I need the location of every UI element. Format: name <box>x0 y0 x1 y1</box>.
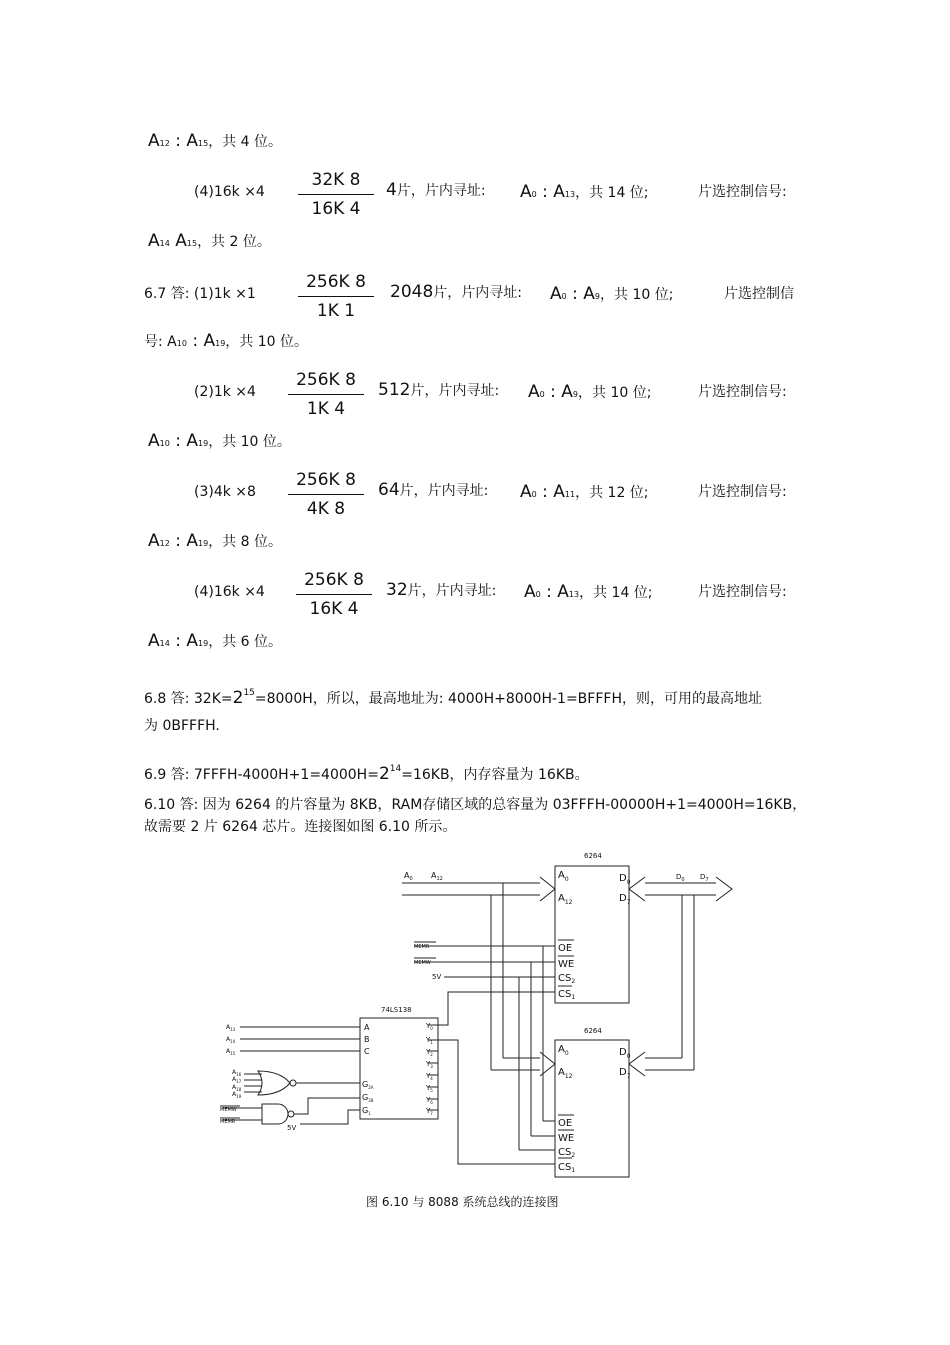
pin-oe-upper: OE <box>558 943 573 954</box>
pin-cs1-lower: $CS_1$ <box>558 1162 576 1174</box>
result-text: 512片，片内寻址: <box>378 380 500 400</box>
pin-d7-upper: $D_7$ <box>619 893 631 906</box>
dec-in-g2b: $G_{2B}$ <box>362 1093 374 1103</box>
fraction: $\frac{256K 8}{4K 8}$ <box>288 470 364 519</box>
fraction: $\frac{256K 8}{16K 4}$ <box>296 570 372 619</box>
memw-gate-label: MEMW <box>220 1107 237 1113</box>
vcc-label-lower: 5V <box>287 1124 297 1132</box>
bus-d0: $D_0$ <box>676 873 685 883</box>
text-line-a12-a19: A12 : A19，共 8 位。 <box>148 531 282 551</box>
question-6-8-line2: 为 0BFFFH. <box>144 718 220 734</box>
question-6-7-label: 6.7 答: (1)1k ×1 <box>144 286 256 302</box>
chip-select-label: 片选控制信号: <box>698 584 787 600</box>
memr-label: MEMR <box>414 944 430 950</box>
dec-out-y5: $Y_5$ <box>426 1084 433 1093</box>
result-text: 4片，片内寻址: <box>386 180 486 200</box>
pin-d0-upper: $D_0$ <box>619 873 631 886</box>
chip-lower-title: 6264 <box>584 1027 602 1035</box>
pin-d0-lower: $D_0$ <box>619 1047 631 1060</box>
question-6-10-line1: 6.10 答: 因为 6264 的片容量为 8KB，RAM存储区域的总容量为 03FFFH-00000H+1=4000H=16KB， <box>144 797 807 813</box>
addr-range: A0 : A13，共 14 位; <box>520 182 649 202</box>
pin-cs1-upper: $CS_1$ <box>558 989 576 1001</box>
text-line-a12-a15: A12 : A15，共 4 位。 <box>148 131 282 151</box>
dec-out-y3: $Y_3$ <box>426 1060 433 1069</box>
memr-gate-label: MEMR <box>220 1119 236 1125</box>
fraction: $\frac{256K 8}{1K 1}$ <box>298 272 374 321</box>
item-label: (3)4k ×8 <box>194 484 256 500</box>
question-6-10-line2: 故需要 2 片 6264 芯片。连接图如图 6.10 所示。 <box>144 819 457 835</box>
pin-we-upper: WE <box>558 959 575 970</box>
result-text: 32片，片内寻址: <box>386 580 497 600</box>
pin-cs2-upper: $CS_2$ <box>558 973 576 985</box>
pin-cs2-lower: $CS_2$ <box>558 1147 576 1159</box>
pin-a0-upper: $A_0$ <box>558 870 569 883</box>
pin-a0-lower: $A_0$ <box>558 1044 569 1057</box>
addr-range: A0 : A9，共 10 位; <box>550 284 674 304</box>
item-label: (4)16k ×4 <box>194 184 265 200</box>
addr-a18: $A_{18}$ <box>232 1084 242 1092</box>
bus-d7: $D_7$ <box>700 873 709 883</box>
dec-out-y7: $Y_7$ <box>426 1107 433 1116</box>
addr-a17: $A_{17}$ <box>232 1076 242 1084</box>
dec-out-y1: $Y_1$ <box>426 1036 433 1045</box>
pin-d7-lower: $D_7$ <box>619 1067 631 1080</box>
dec-in-b: B <box>364 1035 370 1044</box>
addr-a14: $A_{14}$ <box>226 1036 236 1044</box>
question-6-9: 6.9 答: $7FFFH-4000H+1=4000H=2^{14}=16KB$，内存容量为 16KB。 <box>144 764 589 784</box>
bus-a0: $A_0$ <box>404 871 413 882</box>
figure-caption: 图 6.10 与 8088 系统总线的连接图 <box>366 1195 559 1209</box>
text-line-a14-a19: A14 : A19，共 6 位。 <box>148 631 282 651</box>
result-text: 64片，片内寻址: <box>378 480 489 500</box>
chip-upper-title: 6264 <box>584 852 602 860</box>
dec-out-y2: $Y_2$ <box>426 1048 433 1057</box>
text-line-a10-a19: A10 : A19，共 10 位。 <box>148 431 291 451</box>
dec-in-c: C <box>364 1047 370 1056</box>
addr-a19: $A_{19}$ <box>232 1091 242 1099</box>
memw-label: MEMW <box>414 960 431 966</box>
bus-a12: $A_{12}$ <box>431 871 443 882</box>
dec-in-g2a: $G_{2A}$ <box>362 1080 374 1090</box>
addr-a16: $A_{16}$ <box>232 1069 242 1077</box>
chip-select-label: 片选控制信 <box>724 286 794 302</box>
and-gate-shape <box>262 1104 288 1124</box>
or-gate-shape <box>258 1071 290 1095</box>
decoder-title: 74LS138 <box>381 1006 412 1014</box>
dec-out-y4: $Y_4$ <box>426 1072 433 1081</box>
chip-select-label: 片选控制信号: <box>698 184 787 200</box>
pin-we-lower: WE <box>558 1133 575 1144</box>
pin-oe-lower: OE <box>558 1118 573 1129</box>
addr-a13: $A_{13}$ <box>226 1024 236 1032</box>
chip-select-label: 片选控制信号: <box>698 484 787 500</box>
vcc-label-upper: 5V <box>432 973 442 981</box>
result-text: 2048片，片内寻址: <box>390 282 522 302</box>
chip-select-label: 片选控制信号: <box>698 384 787 400</box>
dec-in-g1: $G_1$ <box>362 1106 371 1116</box>
addr-range: A0 : A13，共 14 位; <box>524 582 653 602</box>
fraction: $\frac{256K 8}{1K 4}$ <box>288 370 364 419</box>
fraction: $\frac{32K 8}{16K 4}$ <box>298 170 374 219</box>
item-label: (2)1k ×4 <box>194 384 256 400</box>
pin-a12-upper: $A_{12}$ <box>558 893 573 906</box>
dec-in-a: A <box>364 1023 370 1032</box>
addr-range: A0 : A9，共 10 位; <box>528 382 652 402</box>
dec-out-y0: $Y_0$ <box>426 1022 433 1031</box>
addr-a15: $A_{15}$ <box>226 1048 236 1056</box>
addr-range: A0 : A11，共 12 位; <box>520 482 649 502</box>
pin-a12-lower: $A_{12}$ <box>558 1067 573 1080</box>
dec-out-y6: $Y_6$ <box>426 1096 433 1105</box>
question-6-8: 6.8 答: $32K=2^{15}=8000H$，所以，最高地址为: 4000H+8000H-1=BFFFH，则，可用的最高地址 <box>144 688 762 708</box>
decoder-outputs <box>425 1022 433 1116</box>
text-line-a14-a15: A14 A15，共 2 位。 <box>148 231 271 251</box>
text-line-a10-a19: 号: A10 : A19，共 10 位。 <box>144 331 309 351</box>
item-label: (4)16k ×4 <box>194 584 265 600</box>
